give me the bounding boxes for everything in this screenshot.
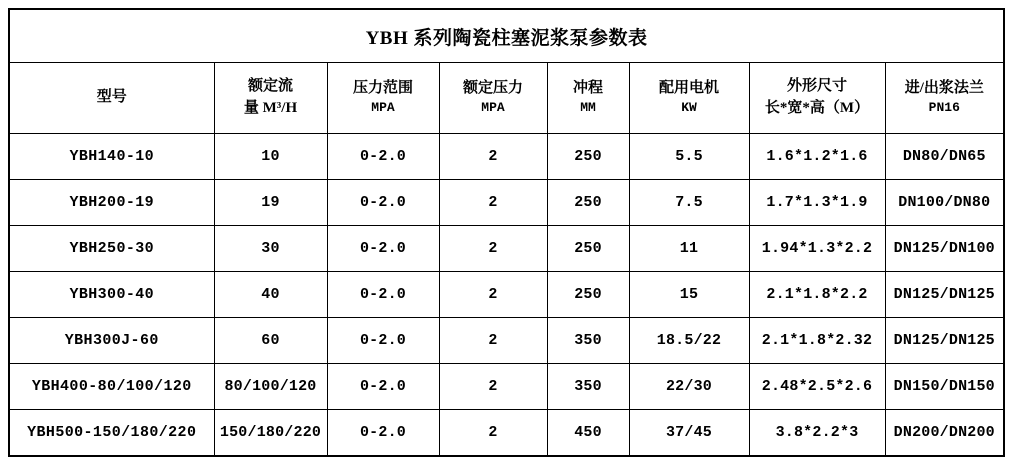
cell-rated-flow: 19 — [214, 180, 327, 226]
title-row — [9, 9, 1004, 63]
cell-rated-flow: 10 — [214, 134, 327, 180]
cell-rated-flow: 60 — [214, 318, 327, 364]
cell-rated-pressure: 2 — [439, 272, 547, 318]
header-line-2: PN16 — [928, 100, 960, 116]
cell-motor: 5.5 — [629, 134, 749, 180]
cell-rated-pressure: 2 — [439, 318, 547, 364]
header-line-2: 长*宽*高（M） — [764, 100, 870, 116]
cell-stroke: 450 — [547, 410, 629, 457]
cell-stroke: 350 — [547, 318, 629, 364]
cell-motor: 37/45 — [629, 410, 749, 457]
cell-stroke: 250 — [547, 226, 629, 272]
cell-flange: DN100/DN80 — [885, 180, 1004, 226]
header-line-2: KW — [681, 100, 697, 116]
column-header-pressure-range — [327, 63, 439, 134]
header-line-1: 外形尺寸 — [786, 78, 847, 95]
cell-model: YBH200-19 — [9, 180, 214, 226]
column-header-motor — [629, 63, 749, 134]
cell-motor: 11 — [629, 226, 749, 272]
cell-rated-flow: 40 — [214, 272, 327, 318]
cell-pressure-range: 0-2.0 — [327, 410, 439, 457]
header-line-2: MM — [580, 100, 596, 116]
cell-dimensions: 2.1*1.8*2.2 — [749, 272, 885, 318]
cell-flange: DN80/DN65 — [885, 134, 1004, 180]
cell-motor: 15 — [629, 272, 749, 318]
cell-pressure-range: 0-2.0 — [327, 134, 439, 180]
table-body — [9, 9, 1004, 456]
cell-pressure-range: 0-2.0 — [327, 318, 439, 364]
table-row — [9, 410, 1004, 457]
cell-model: YBH300J-60 — [9, 318, 214, 364]
cell-flange: DN125/DN125 — [885, 272, 1004, 318]
cell-rated-pressure: 2 — [439, 364, 547, 410]
cell-dimensions: 3.8*2.2*3 — [749, 410, 885, 457]
cell-rated-flow: 80/100/120 — [214, 364, 327, 410]
cell-dimensions: 2.48*2.5*2.6 — [749, 364, 885, 410]
cell-motor: 18.5/22 — [629, 318, 749, 364]
table-title: YBH 系列陶瓷柱塞泥浆泵参数表 — [9, 9, 1004, 63]
header-line-2: 量 M³/H — [243, 100, 298, 116]
header-line-1: 进/出浆法兰 — [904, 79, 984, 96]
cell-pressure-range: 0-2.0 — [327, 180, 439, 226]
header-line-1: 型号 — [96, 89, 127, 106]
cell-dimensions: 1.7*1.3*1.9 — [749, 180, 885, 226]
cell-pressure-range: 0-2.0 — [327, 272, 439, 318]
cell-flange: DN200/DN200 — [885, 410, 1004, 457]
header-line-1: 额定压力 — [462, 79, 523, 96]
header-line-2: MPA — [481, 100, 505, 116]
table-row — [9, 318, 1004, 364]
header-row — [9, 63, 1004, 134]
column-header-dimensions — [749, 63, 885, 134]
cell-flange: DN125/DN100 — [885, 226, 1004, 272]
column-header-stroke — [547, 63, 629, 134]
cell-model: YBH140-10 — [9, 134, 214, 180]
cell-flange: DN150/DN150 — [885, 364, 1004, 410]
cell-rated-pressure: 2 — [439, 410, 547, 457]
cell-motor: 7.5 — [629, 180, 749, 226]
table-row — [9, 272, 1004, 318]
cell-model: YBH300-40 — [9, 272, 214, 318]
cell-stroke: 250 — [547, 180, 629, 226]
cell-motor: 22/30 — [629, 364, 749, 410]
cell-stroke: 250 — [547, 134, 629, 180]
header-line-1: 冲程 — [572, 79, 603, 96]
table-row — [9, 134, 1004, 180]
cell-dimensions: 1.94*1.3*2.2 — [749, 226, 885, 272]
cell-rated-pressure: 2 — [439, 134, 547, 180]
header-line-1: 配用电机 — [658, 79, 719, 96]
column-header-flange — [885, 63, 1004, 134]
cell-pressure-range: 0-2.0 — [327, 364, 439, 410]
column-header-rated-flow — [214, 63, 327, 134]
specification-table — [8, 8, 1005, 457]
cell-pressure-range: 0-2.0 — [327, 226, 439, 272]
cell-rated-flow: 30 — [214, 226, 327, 272]
header-line-1: 额定流 — [247, 78, 293, 95]
table-row — [9, 226, 1004, 272]
header-line-1: 压力范围 — [352, 79, 413, 96]
table-row — [9, 180, 1004, 226]
cell-model: YBH500-150/180/220 — [9, 410, 214, 457]
table-row — [9, 364, 1004, 410]
cell-dimensions: 2.1*1.8*2.32 — [749, 318, 885, 364]
cell-model: YBH250-30 — [9, 226, 214, 272]
cell-stroke: 250 — [547, 272, 629, 318]
cell-rated-flow: 150/180/220 — [214, 410, 327, 457]
column-header-model — [9, 63, 214, 134]
column-header-rated-pressure — [439, 63, 547, 134]
header-line-2: MPA — [371, 100, 395, 116]
cell-rated-pressure: 2 — [439, 180, 547, 226]
cell-stroke: 350 — [547, 364, 629, 410]
cell-flange: DN125/DN125 — [885, 318, 1004, 364]
cell-model: YBH400-80/100/120 — [9, 364, 214, 410]
cell-rated-pressure: 2 — [439, 226, 547, 272]
cell-dimensions: 1.6*1.2*1.6 — [749, 134, 885, 180]
